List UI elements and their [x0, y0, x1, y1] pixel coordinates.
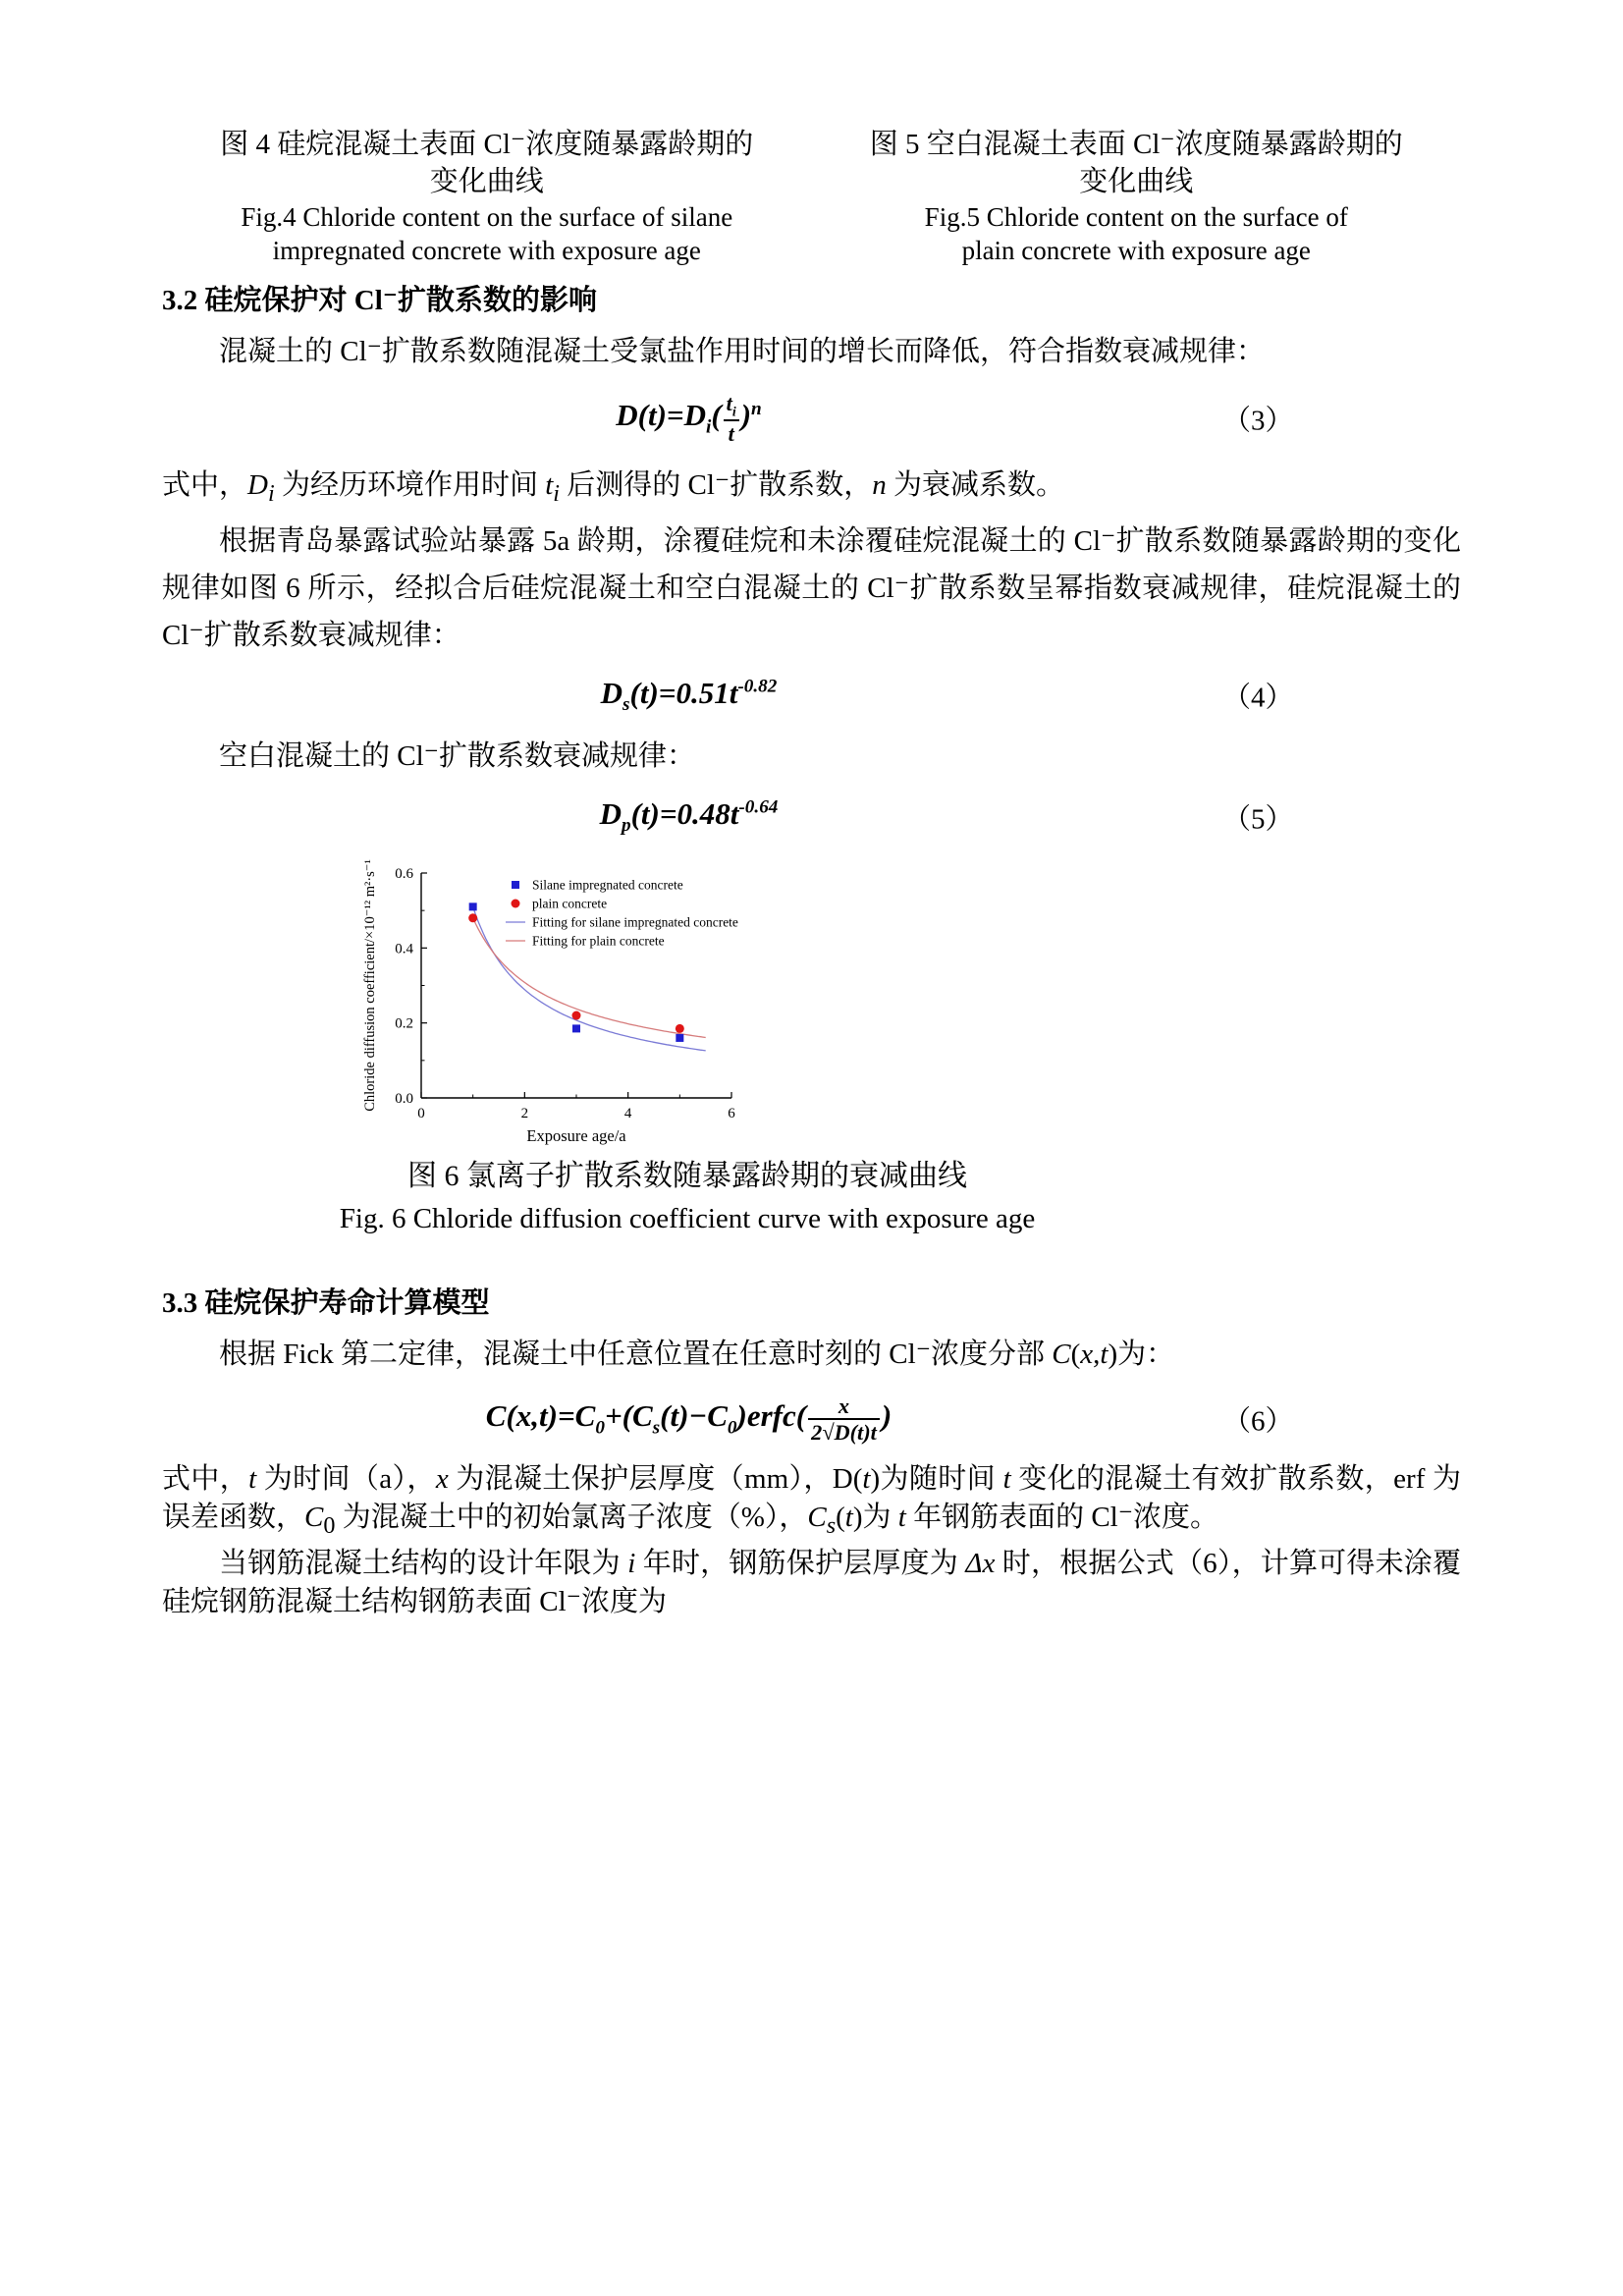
- equation-3-number: （3）: [1222, 405, 1294, 437]
- figure5-caption: [812, 126, 1462, 267]
- figure6-chart: [358, 859, 771, 1149]
- equation-5-row: [162, 795, 1461, 838]
- svg-text:Fitting for plain concrete: Fitting for plain concrete: [532, 933, 665, 949]
- equation-4-number: （4）: [1222, 682, 1294, 714]
- svg-text:0: 0: [417, 1106, 425, 1122]
- paragraph-qingdao-exposure: 根据青岛暴露试验站暴露 5a 龄期，涂覆硅烷和未涂覆硅烷混凝土的 Cl⁻扩散系数随暴露龄期的变化规律如图 6 所示，经拟合后硅烷混凝土和空白混凝土的 Cl⁻扩散系数呈幂指数衰减规律，硅烷混凝土的 Cl⁻扩散系数衰减规律：: [162, 524, 1461, 651]
- top-figure-captions: [162, 126, 1461, 267]
- svg-text:Silane impregnated concrete: Silane impregnated concrete: [532, 877, 683, 893]
- svg-text:2: 2: [520, 1106, 529, 1122]
- figure5-caption-en-line2: plain concrete with exposure age: [961, 236, 1311, 265]
- svg-text:0.2: 0.2: [395, 1015, 413, 1032]
- equation-6-row: [162, 1394, 1461, 1445]
- paragraph-fick-law: 根据 Fick 第二定律，混凝土中任意位置在任意时刻的 Cl⁻浓度分部 C(x,t)为：: [219, 1339, 1175, 1371]
- figure4-caption: [162, 126, 812, 267]
- section-3-2-heading: 3.2 硅烷保护对 Cl⁻扩散系数的影响: [162, 285, 598, 316]
- svg-text:plain concrete: plain concrete: [532, 896, 608, 911]
- equation-6-number: （6）: [1222, 1405, 1294, 1438]
- svg-text:6: 6: [728, 1106, 735, 1122]
- figure4-caption-en-line2: impregnated concrete with exposure age: [272, 236, 701, 265]
- figure5-caption-cn-line2: 变化曲线: [1079, 166, 1194, 197]
- equation-6: $C(x,t)=C_0+(C_s(t)-C_0)erfc$( $\frac{x}{2√D(t)t}$ ): [485, 1394, 893, 1446]
- svg-text:4: 4: [623, 1106, 632, 1122]
- svg-text:Fitting for silane impregnated: Fitting for silane impregnated concrete: [532, 914, 738, 930]
- paragraph-plain-concrete-decay: 空白混凝土的 Cl⁻扩散系数衰减规律：: [219, 739, 695, 772]
- paragraph-eq3-variables: 式中，$D_i$ 为经历环境作用时间 $t_i$ 后测得的 Cl⁻扩散系数，n 为衰减系数。: [162, 468, 1064, 507]
- svg-text:Exposure age/a: Exposure age/a: [526, 1126, 626, 1146]
- equation-5-number: （5）: [1222, 803, 1294, 836]
- figure5-caption-en-line1: Fig.5 Chloride content on the surface of: [924, 202, 1348, 232]
- paragraph-eq6-variables: 式中，t 为时间（a），x 为混凝土保护层厚度（mm），D(t)为随时间 t 变化的混凝土有效扩散系数，erf 为误差函数，$C_0$ 为混凝土中的初始氯离子浓度（%），$C_s(t)$为 t 年钢筋表面的 Cl⁻浓度。: [162, 1463, 1461, 1539]
- equation-3: $D(t)=D_i$( $\frac{t_i}{t}$ )$^n$: [616, 391, 762, 446]
- paragraph-design-life: 当钢筋混凝土结构的设计年限为 i 年时，钢筋保护层厚度为 Δx 时，根据公式（6），计算可得未涂覆硅烷钢筋混凝土结构钢筋表面 Cl⁻浓度为: [162, 1547, 1461, 1617]
- equation-3-row: [162, 391, 1461, 446]
- figure6-caption: [162, 1154, 1213, 1238]
- figure6-caption-cn: 图 6 氯离子扩散系数随暴露龄期的衰减曲线: [407, 1160, 967, 1193]
- equation-4: $D_s(t)=0.51t^{-0.82}$: [600, 675, 778, 715]
- svg-text:0.0: 0.0: [395, 1091, 413, 1108]
- equation-4-row: [162, 675, 1461, 717]
- figure6-caption-en: Fig. 6 Chloride diffusion coefficient curve with exposure age: [339, 1203, 1036, 1235]
- equation-5: $D_p(t)=0.48t^{-0.64}$: [599, 795, 779, 837]
- svg-text:Chloride diffusion coefficient: Chloride diffusion coefficient/×10⁻¹² m²·s⁻¹: [362, 859, 378, 1112]
- figure5-caption-cn-line1: 图 5 空白混凝土表面 Cl⁻浓度随暴露龄期的: [869, 129, 1403, 160]
- svg-text:0.4: 0.4: [395, 941, 413, 957]
- paragraph-diffusion-intro: 混凝土的 Cl⁻扩散系数随混凝土受氯盐作用时间的增长而降低，符合指数衰减规律：: [219, 336, 1265, 367]
- figure4-caption-cn-line2: 变化曲线: [429, 166, 544, 197]
- figure-6: [358, 859, 771, 1154]
- section-3-3-heading: 3.3 硅烷保护寿命计算模型: [162, 1287, 490, 1320]
- figure4-caption-en-line1: Fig.4 Chloride content on the surface of silane: [241, 202, 733, 232]
- figure4-caption-cn-line1: 图 4 硅烷混凝土表面 Cl⁻浓度随暴露龄期的: [220, 129, 754, 160]
- svg-text:0.6: 0.6: [395, 866, 413, 883]
